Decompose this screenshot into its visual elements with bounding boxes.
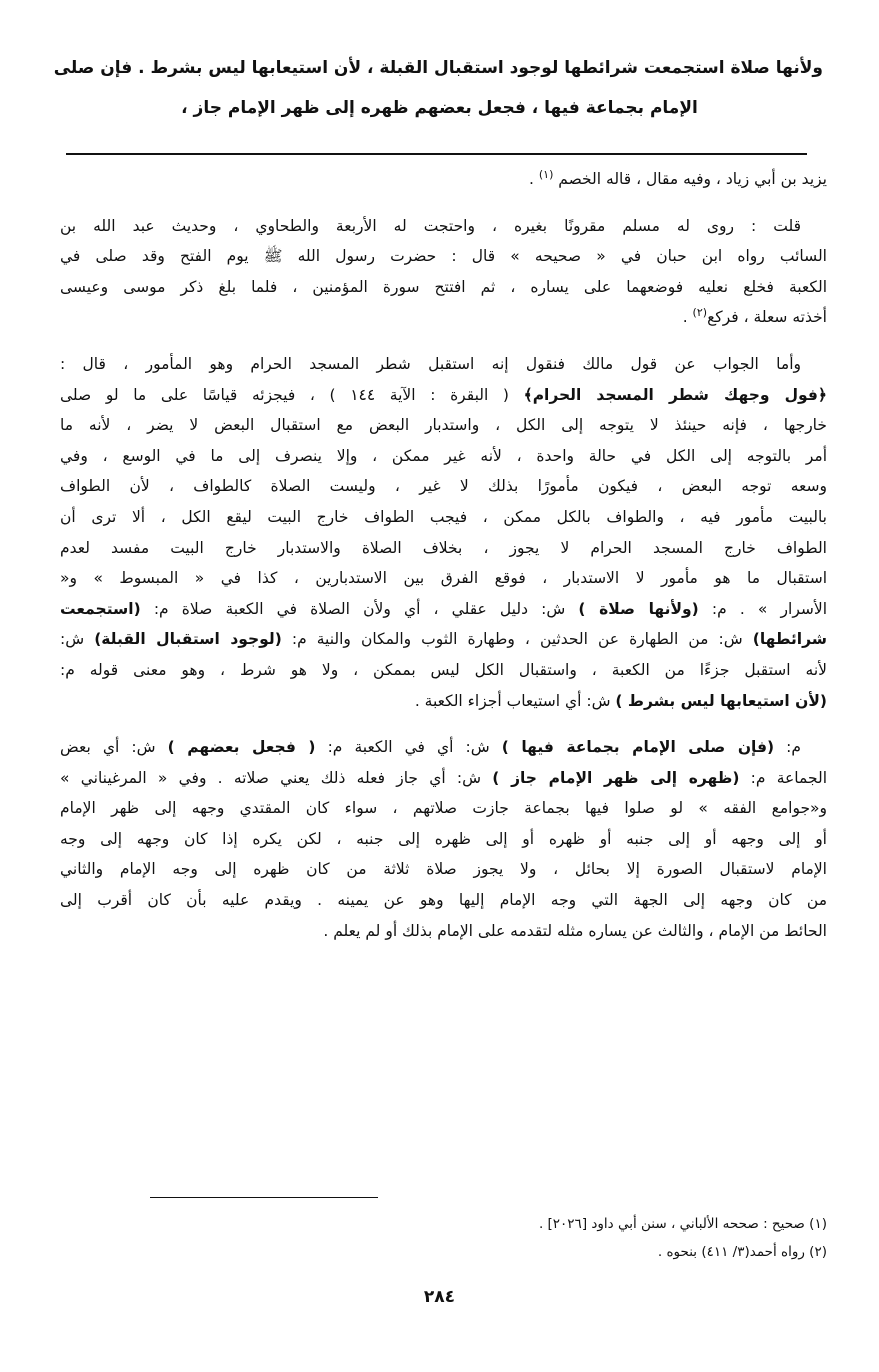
text-line: لأنه استقبل جزءًا من الكعبة ، واستقبال الكل ليس بممكن ، ولا هو شرط ، وهو معنى قوله م:	[60, 660, 827, 679]
text-run: ش: أي استيعاب أجزاء الكعبة .	[414, 691, 616, 710]
paragraph-2	[60, 211, 827, 333]
commentary-body	[60, 164, 827, 946]
text-line	[60, 594, 827, 625]
text-line: وسعه توجه البعض ، فيكون مأمورًا بذلك لا غير ، وليست الصلاة كالطواف ، لأن الطواف	[60, 477, 827, 496]
matn-quote: شرائطها)	[752, 630, 827, 649]
text-line: و«جوامع الفقه » لو صلوا فيها بجماعة جازت صلاتهم ، سواء كان المقتدي وجهه إلى ظهر الإمام	[60, 799, 827, 818]
text-run: ش: أي بعض	[60, 738, 168, 757]
text-line: الكعبة فخلع نعليه فوضعهما على يساره ، ثم افتتح سورة المؤمنين ، فلما بلغ ذكر موسى وعيسى	[60, 277, 827, 296]
text-line	[60, 686, 827, 717]
text-line: أمر بالتوجه إلى الكل في حالة واحدة ، لأنه غير ممكن ، وإلا ينصرف إلى ما في الوسع ، وفي	[60, 446, 827, 465]
matn-quote: (فإن صلى الإمام بجماعة فيها )	[501, 738, 775, 757]
text-line: من كان وجهه إلى الجهة التي وجه الإمام إليها وهو عن يمينه . ويقدم عليه بأن كان أقرب إلى	[60, 891, 827, 910]
paragraph-4	[60, 732, 827, 946]
matn-header	[53, 48, 823, 128]
text-line	[60, 380, 827, 411]
page-number: ٢٨٤	[423, 1287, 456, 1307]
matn-quote: ( فجعل بعضهم )	[167, 738, 316, 757]
text-run: الجماعة م:	[739, 768, 827, 787]
header-line: ولأنها صلاة استجمعت شرائطها لوجود استقبال القبلة ، لأن استيعابها ليس بشرط . فإن صلى	[53, 58, 823, 78]
text-line: الطواف خارج المسجد الحرام لا يجوز ، بخلاف الصلاة والاستدبار خارج البيت مفسد لعدم	[60, 538, 827, 557]
matn-quote: (ظهره إلى ظهر الإمام جاز )	[492, 768, 740, 787]
text-line: الحائط من الإمام ، والثالث عن يساره مثله لتقدمه على الإمام بذلك أو لم يعلم .	[323, 921, 827, 940]
footnote-2: (٢) رواه أحمد(٣/ ٤١١) بنحوه .	[657, 1244, 827, 1260]
header-line: الإمام بجماعة فيها ، فجعل بعضهم ظهره إلى ظهر الإمام جاز ،	[181, 98, 698, 118]
matn-quote: (لأن استيعابها ليس بشرط )	[615, 691, 827, 710]
matn-quote: (لوجود استقبال القبلة)	[94, 630, 282, 649]
text-line	[60, 732, 827, 763]
footnote-divider	[150, 1197, 378, 1198]
text-run: ش: من الطهارة عن الحدثين ، وطهارة الثوب والمكان والنية م:	[281, 630, 753, 649]
text-line: وأما الجواب عن قول مالك فنقول إنه استقبل شطر المسجد الحرام وهو المأمور ، قال :	[60, 354, 801, 373]
quran-verse: ﴿فول وجهك شطر المسجد الحرام﴾	[523, 385, 827, 404]
footnote-marker[interactable]: (١)	[538, 167, 554, 181]
footnotes	[60, 1210, 827, 1266]
header-divider	[66, 153, 807, 155]
text-run: .	[528, 170, 539, 188]
text-run: ش: أي جاز فعله ذلك يعني صلاته . وفي « المرغيناني »	[60, 768, 493, 787]
footnote-1: (١) صحيح : صححه الألباني ، سنن أبي داود [٢٠٢٦] .	[538, 1216, 827, 1232]
text-line	[60, 763, 827, 794]
text-run: ش: أي في الكعبة م:	[315, 738, 502, 757]
text-run: ( البقرة : الآية ١٤٤ ) ، فيجزئه قياسًا على ما لو صلى	[60, 385, 524, 404]
text-line: أو إلى وجهه أو إلى جنبه أو ظهره أو إلى ظهره إلى جنبه ، لكن يكره إذا كان وجهه إلى وجه	[60, 829, 827, 848]
text-line: السائب رواه ابن حبان في « صحيحه » قال : حضرت رسول الله ﷺ يوم الفتح وقد صلى في	[60, 247, 827, 266]
text-run: ش:	[60, 630, 95, 649]
text-line: خارجها ، فإنه حينئذ لا يتوجه إلى الكل ، واستدبار البعض مع استقبال البعض لا يضر ، لأنه ما	[60, 416, 827, 435]
text-line	[60, 624, 827, 655]
text-line	[60, 164, 827, 195]
footnote-marker[interactable]: (٢)	[692, 306, 708, 320]
text-run: م:	[774, 738, 801, 757]
text-line: قلت : روى له مسلم مقرونًا بغيره ، واحتجت له الأربعة والطحاوي ، وحديث عبد الله بن	[60, 216, 801, 235]
text-line: استقبال ما هو مأمور لا الاستدبار ، فوقع الفرق بين الاستدبارين ، كذا في « المبسوط » و«	[60, 569, 827, 588]
paragraph-3	[60, 349, 827, 716]
matn-quote: (استجمعت	[60, 599, 141, 618]
paragraph-1	[60, 164, 827, 195]
text-run: يزيد بن أبي زياد ، وفيه مقال ، قاله الخصم	[553, 170, 827, 188]
matn-quote: (ولأنها صلاة )	[578, 599, 699, 618]
text-run: الأسرار » . م:	[698, 599, 827, 618]
text-run: أخذته سعلة ، فركع	[707, 308, 827, 327]
text-line	[60, 302, 827, 333]
text-run: ش: دليل عقلي ، أي ولأن الصلاة في الكعبة صلاة م:	[140, 599, 579, 618]
text-line: بالبيت مأمور فيه ، والطواف بالكل ممكن ، فيجب الطواف خارج البيت ليقع الكل ، ألا ترى أن	[60, 507, 827, 526]
text-run: .	[682, 308, 693, 327]
text-line: الإمام لاستقبال الصورة إلا بحائل ، ولا يجوز صلاة ثلاثة من كان ظهره إلى وجه الإمام والثاني	[60, 860, 827, 879]
